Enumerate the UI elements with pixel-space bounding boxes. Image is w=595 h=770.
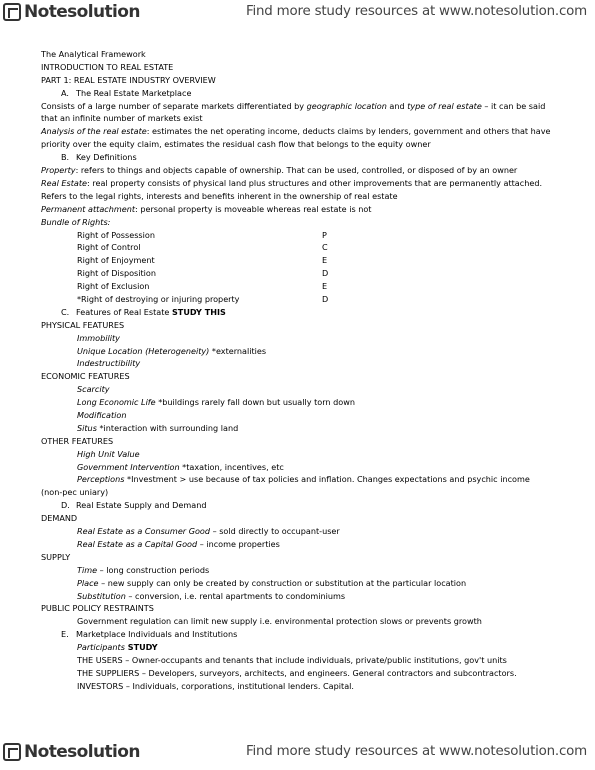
situs-item bbox=[41, 422, 553, 435]
marketplace-text-end: – it can be said that an infinite number of markets exist bbox=[41, 100, 546, 124]
right-letter: C bbox=[322, 242, 328, 253]
economic-features-heading: ECONOMIC FEATURES bbox=[41, 371, 130, 382]
geographic-location-term: geographic location bbox=[306, 100, 387, 111]
right-letter: D bbox=[322, 294, 329, 305]
property-text: : refers to things and objects capable of ownership. That can be used, controlled, or disposed of by an owner bbox=[75, 165, 518, 176]
right-label: Right of Possession bbox=[77, 229, 155, 240]
section-a-label: The Real Estate Marketplace bbox=[76, 87, 192, 98]
rights-row bbox=[41, 229, 553, 242]
demand-heading: DEMAND bbox=[41, 513, 78, 524]
page-footer bbox=[0, 740, 595, 766]
modification-item: Modification bbox=[77, 410, 127, 421]
right-label: Right of Disposition bbox=[77, 268, 157, 279]
section-c-heading bbox=[41, 306, 553, 319]
public-policy-heading: PUBLIC POLICY RESTRAINTS bbox=[41, 603, 154, 614]
section-c-number: C. bbox=[61, 306, 70, 317]
right-label: Right of Control bbox=[77, 242, 141, 253]
document-body bbox=[41, 48, 553, 693]
real-estate-term: Real Estate bbox=[41, 177, 88, 188]
long-economic-life-term: Long Economic Life bbox=[77, 397, 156, 408]
property-definition bbox=[41, 164, 553, 177]
header-tagline[interactable]: Find more study resources at www.notesolution.com bbox=[245, 4, 587, 19]
section-b-number: B. bbox=[61, 152, 70, 163]
page-header bbox=[0, 0, 595, 26]
substitution-term: Substitution bbox=[77, 590, 126, 601]
unique-location-item bbox=[41, 345, 553, 358]
participants-item bbox=[41, 641, 553, 654]
footer-logo-text: Notesolution bbox=[24, 742, 140, 762]
section-b-heading bbox=[41, 151, 553, 164]
time-note: – long construction periods bbox=[97, 564, 210, 575]
header-logo-text: Notesolution bbox=[24, 2, 140, 22]
notesolution-logo-icon bbox=[3, 3, 21, 21]
place-item bbox=[41, 577, 553, 590]
section-d-label: Real Estate Supply and Demand bbox=[76, 500, 207, 511]
analysis-paragraph bbox=[41, 125, 553, 151]
section-e-heading bbox=[41, 628, 553, 641]
bundle-of-rights-heading: Bundle of Rights: bbox=[41, 216, 111, 227]
participants-term: Participants bbox=[77, 642, 125, 653]
physical-features-heading: PHYSICAL FEATURES bbox=[41, 319, 125, 330]
capital-good-note: – income properties bbox=[197, 538, 280, 549]
right-letter: P bbox=[322, 229, 327, 240]
footer-logo[interactable] bbox=[3, 742, 140, 762]
marketplace-text: Consists of a large number of separate markets differentiated by bbox=[41, 100, 307, 111]
section-d-heading bbox=[41, 499, 553, 512]
perceptions-note: *Investment > use because of tax policies and inflation. Changes expectations and psychic income (non-pec uniary) bbox=[41, 474, 530, 498]
suppliers-item: THE SUPPLIERS – Developers, surveyors, architects, and engineers. General contractors and subcontractors. bbox=[77, 667, 517, 678]
part-heading: PART 1: REAL ESTATE INDUSTRY OVERVIEW bbox=[41, 74, 216, 85]
rights-row bbox=[41, 293, 553, 306]
right-letter: E bbox=[322, 281, 328, 292]
section-c-label: Features of Real Estate bbox=[76, 306, 172, 317]
substitution-note: – conversion, i.e. rental apartments to condominiums bbox=[125, 590, 346, 601]
long-economic-life-item bbox=[41, 396, 553, 409]
capital-good-item bbox=[41, 538, 553, 551]
consumer-good-term: Real Estate as a Consumer Good bbox=[77, 526, 211, 537]
government-intervention-note: *taxation, incentives, etc bbox=[179, 461, 284, 472]
investors-item: INVESTORS – Individuals, corporations, institutional lenders. Capital. bbox=[77, 680, 354, 691]
substitution-item bbox=[41, 590, 553, 603]
rights-row bbox=[41, 254, 553, 267]
marketplace-paragraph bbox=[41, 100, 553, 126]
doc-subtitle: INTRODUCTION TO REAL ESTATE bbox=[41, 61, 174, 72]
high-unit-value-item: High Unit Value bbox=[77, 448, 140, 459]
supply-heading: SUPPLY bbox=[41, 551, 71, 562]
right-label: *Right of destroying or injuring property bbox=[77, 294, 240, 305]
right-letter: E bbox=[322, 255, 328, 266]
long-economic-life-note: *buildings rarely fall down but usually torn down bbox=[155, 397, 355, 408]
right-label: Right of Exclusion bbox=[77, 281, 150, 292]
perceptions-item bbox=[41, 473, 553, 499]
rights-row bbox=[41, 241, 553, 254]
perceptions-term: Perceptions bbox=[77, 474, 125, 485]
indestructibility-item: Indestructibility bbox=[77, 358, 141, 369]
consumer-good-note: – sold directly to occupant-user bbox=[210, 526, 340, 537]
real-estate-text: : real property consists of physical land plus structures and other improvements that are permanently attached. Refers to the legal rights, interests and benefits inherent in the ownership of real estate bbox=[41, 177, 543, 201]
footer-tagline[interactable]: Find more study resources at www.notesolution.com bbox=[245, 744, 587, 759]
section-e-number: E. bbox=[61, 629, 69, 640]
right-letter: D bbox=[322, 268, 329, 279]
unique-location-term: Unique Location (Heterogeneity) bbox=[77, 345, 210, 356]
unique-location-note: *externalities bbox=[209, 345, 267, 356]
public-policy-text: Government regulation can limit new supply i.e. environmental protection slows or prevents growth bbox=[77, 616, 482, 627]
analysis-term: Analysis of the real estate bbox=[41, 126, 147, 137]
government-intervention-term: Government Intervention bbox=[77, 461, 180, 472]
notesolution-logo-icon bbox=[3, 743, 21, 761]
participants-study-flag: STUDY bbox=[124, 642, 158, 653]
place-term: Place bbox=[77, 577, 99, 588]
place-note: – new supply can only be created by construction or substitution at the particular location bbox=[98, 577, 467, 588]
consumer-good-item bbox=[41, 525, 553, 538]
analysis-text: : estimates the net operating income, deducts claims by lenders, government and others that have priority over the equity claim, estimates the residual cash flow that belongs to the equity owner bbox=[41, 126, 551, 150]
type-of-real-estate-term: type of real estate bbox=[407, 100, 482, 111]
scarcity-item: Scarcity bbox=[77, 384, 110, 395]
header-logo[interactable] bbox=[3, 2, 140, 22]
immobility-item: Immobility bbox=[77, 332, 120, 343]
section-e-label: Marketplace Individuals and Institutions bbox=[76, 629, 238, 640]
government-intervention-item bbox=[41, 461, 553, 474]
situs-note: *interaction with surrounding land bbox=[96, 422, 239, 433]
study-this-flag: STUDY THIS bbox=[171, 306, 226, 317]
right-label: Right of Enjoyment bbox=[77, 255, 155, 266]
permanent-attachment-text: : personal property is moveable whereas real estate is not bbox=[135, 203, 372, 214]
property-term: Property bbox=[41, 165, 76, 176]
capital-good-term: Real Estate as a Capital Good bbox=[77, 538, 198, 549]
real-estate-definition bbox=[41, 177, 553, 203]
section-d-number: D. bbox=[61, 500, 70, 511]
permanent-attachment-definition bbox=[41, 203, 553, 216]
rights-row bbox=[41, 267, 553, 280]
time-term: Time bbox=[77, 564, 98, 575]
time-item bbox=[41, 564, 553, 577]
permanent-attachment-term: Permanent attachment bbox=[41, 203, 136, 214]
other-features-heading: OTHER FEATURES bbox=[41, 435, 114, 446]
situs-term: Situs bbox=[77, 422, 97, 433]
users-item: THE USERS – Owner-occupants and tenants that include individuals, private/public institutions, gov't units bbox=[77, 654, 507, 665]
rights-row bbox=[41, 280, 553, 293]
section-a-number: A. bbox=[61, 87, 69, 98]
section-b-label: Key Definitions bbox=[76, 152, 137, 163]
doc-title: The Analytical Framework bbox=[41, 49, 146, 59]
section-a-heading bbox=[41, 87, 553, 100]
marketplace-and: and bbox=[386, 100, 408, 111]
